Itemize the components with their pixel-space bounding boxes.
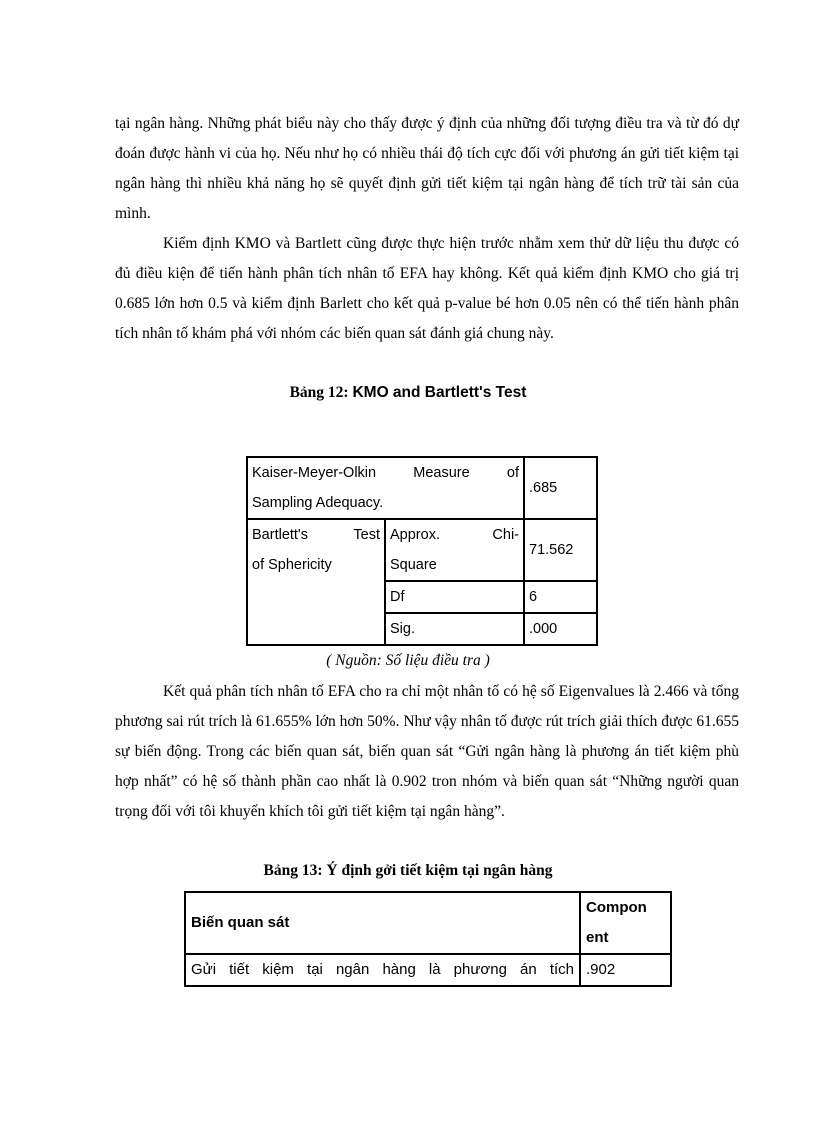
chi-square-line2: Square (390, 557, 437, 573)
paragraph-efa-result: Kết quả phân tích nhân tố EFA cho ra chỉ một nhân tố có hệ số Eigenvalues là 2.466 và tổng phương sai rút trích là 61.655% lớn hơn 50%. Như vậy nhân tố được rút trích giải thích được 61.655 sự biến động. Trong các biến quan sát, biến quan sát “Gửi ngân hàng là phương án tiết kiệm phù hợp nhất” có hệ số thành phần cao nhất là 0.902 tron nhóm và biến quan sát “Những người quan trọng đối với tôi khuyến khích tôi gửi tiết kiệm tại ngân hàng”. (115, 683, 739, 820)
col2-header-line2: ent (586, 929, 609, 946)
kmo-label-line2: Sampling Adequacy. (252, 495, 384, 511)
table12-source: ( Nguồn: Số liệu điều tra ) (326, 652, 490, 669)
row1-label-cell: Gửi tiết kiệm tại ngân hàng là phương án tích (185, 954, 580, 986)
sig-label-cell: Sig. (385, 613, 524, 645)
table12-caption (0, 384, 816, 402)
bartlett-label-line2: of Sphericity (252, 557, 332, 573)
col2-header-cell (580, 892, 671, 954)
col1-header-cell: Biến quan sát (185, 892, 580, 954)
table-row (247, 519, 597, 581)
table-row (185, 954, 671, 986)
row1-value-cell: .902 (580, 954, 671, 986)
df-label-cell: Df (385, 581, 524, 613)
kmo-bartlett-table (246, 456, 598, 646)
table13-caption: Bảng 13: Ý định gởi tiết kiệm tại ngân hàng (263, 862, 553, 879)
col2-header-line1: Compon (586, 899, 647, 916)
sig-value-cell: .000 (524, 613, 597, 645)
table-row (247, 457, 597, 519)
bartlett-label-line1: Bartlett's Test (252, 527, 380, 543)
intention-table (184, 891, 672, 987)
paragraph-intro: tại ngân hàng. Những phát biểu này cho thấy được ý định của những đối tượng điều tra và từ đó dự đoán được hành vi của họ. Nếu như họ có nhiều thái độ tích cực đối với phương án gửi tiết kiệm tại ngân hàng thì nhiều khả năng họ sẽ quyết định gửi tiết kiệm tại ngân hàng để tích trữ tài sản của mình. (115, 115, 739, 222)
kmo-label-cell (247, 457, 524, 519)
df-value-cell: 6 (524, 581, 597, 613)
chi-square-label-cell (385, 519, 524, 581)
paragraph-kmo-bartlett: Kiểm định KMO và Bartlett cũng được thực hiện trước nhằm xem thử dữ liệu thu được có đủ điều kiện để tiến hành phân tích nhân tố EFA hay không. Kết quả kiểm định KMO cho giá trị 0.685 lớn hơn 0.5 và kiểm định Barlett cho kết quả p-value bé hơn 0.05 nên có thể tiến hành phân tích nhân tố khám phá với nhóm các biến quan sát đánh giá chung này. (115, 235, 739, 342)
table12-caption-title: KMO and Bartlett's Test (352, 384, 527, 401)
table12-caption-prefix: Bảng 12: (289, 384, 349, 401)
kmo-value-cell: .685 (524, 457, 597, 519)
bartlett-label-cell (247, 519, 385, 645)
table-row (185, 892, 671, 954)
chi-square-value-cell: 71.562 (524, 519, 597, 581)
kmo-label-line1: Kaiser-Meyer-Olkin Measure of (252, 465, 519, 481)
chi-square-line1: Approx. Chi- (390, 527, 519, 543)
